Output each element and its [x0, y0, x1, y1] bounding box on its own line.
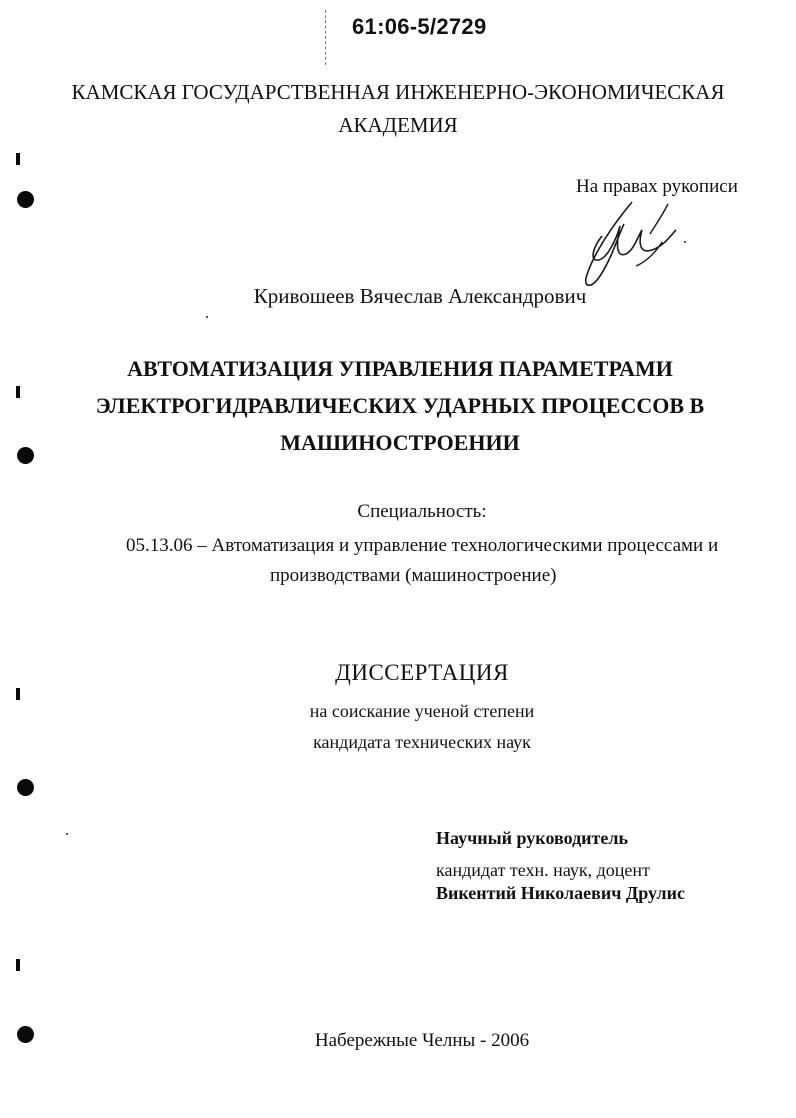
institution-line-1: КАМСКАЯ ГОСУДАРСТВЕННАЯ ИНЖЕНЕРНО-ЭКОНОМИЧЕСКАЯ [71, 80, 725, 104]
degree-purpose-line: на соискание ученой степени [309, 701, 535, 721]
punch-hole-icon [17, 779, 34, 796]
dissertation-title [20, 350, 780, 461]
supervisor-name: Викентий Николаевич Друлис [436, 883, 686, 903]
institution-name [0, 76, 796, 142]
punch-hole-icon [17, 447, 34, 464]
supervisor-label: Научный руководитель [436, 828, 628, 848]
scan-speck-icon [684, 241, 686, 243]
supervisor-degree: кандидат техн. наук, доцент [436, 860, 650, 880]
institution-line-2: АКАДЕМИЯ [338, 113, 458, 137]
scan-speck-icon [66, 833, 68, 835]
margin-mark-icon [16, 688, 20, 700]
degree-name-line: кандидата технических наук [313, 732, 531, 752]
margin-mark-icon [16, 959, 20, 971]
title-line-2: ЭЛЕКТРОГИДРАВЛИЧЕСКИХ УДАРНЫХ ПРОЦЕССОВ В [95, 393, 705, 418]
city-year: Набережные Челны - 2006 [314, 1030, 530, 1051]
margin-mark-icon [16, 386, 20, 398]
rights-note: На правах рукописи [576, 176, 738, 197]
margin-mark-icon [16, 153, 20, 165]
specialty-code-line: 05.13.06 – Автоматизация и управление технологическими процессами и [126, 535, 719, 556]
archive-dashed-line [325, 10, 326, 65]
punch-hole-icon [17, 1026, 34, 1043]
title-line-3: МАШИНОСТРОЕНИИ [280, 430, 520, 455]
title-line-1: АВТОМАТИЗАЦИЯ УПРАВЛЕНИЯ ПАРАМЕТРАМИ [127, 356, 673, 381]
specialty-field-line: производствами (машиностроение) [270, 565, 557, 586]
specialty-label: Специальность: [357, 501, 487, 522]
scan-speck-icon [206, 316, 208, 318]
punch-hole-icon [17, 191, 34, 208]
signature-icon [572, 196, 702, 296]
archive-code: 61:06-5/2729 [352, 14, 487, 39]
author-name: Кривошеев Вячеслав Александрович [253, 284, 587, 308]
dissertation-heading: ДИССЕРТАЦИЯ [335, 660, 509, 685]
